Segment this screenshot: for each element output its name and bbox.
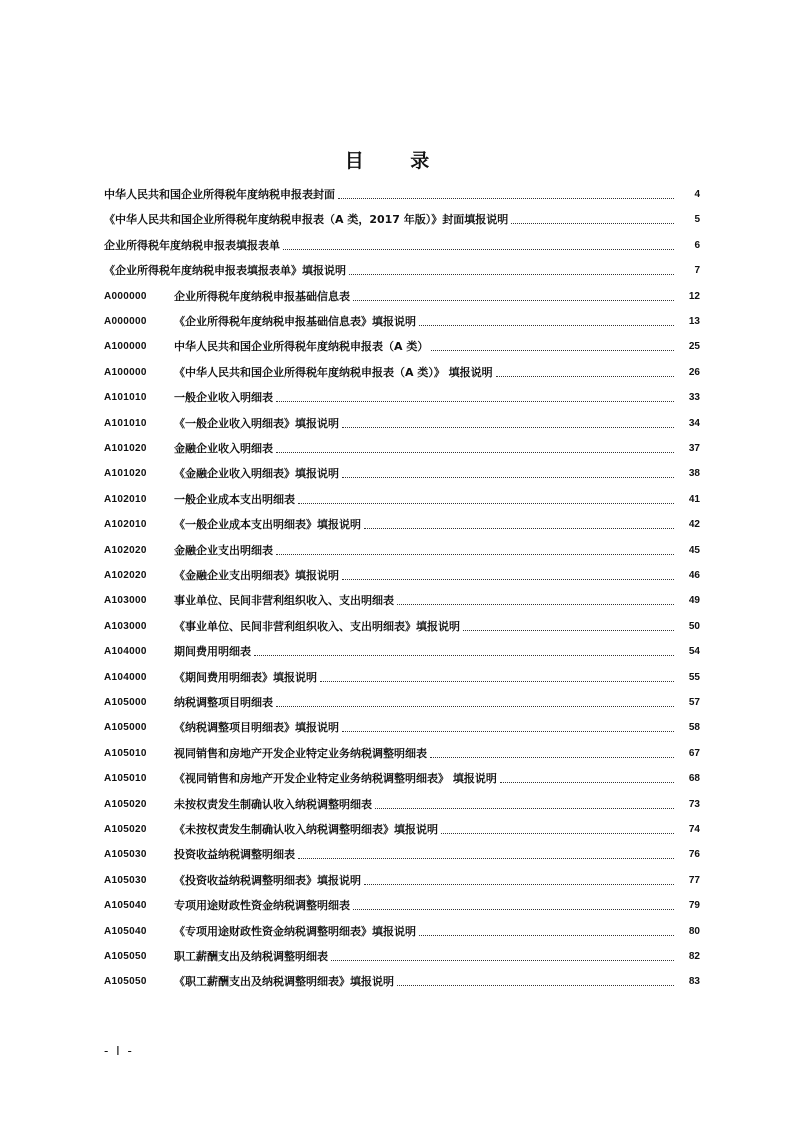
toc-dot-leader (349, 274, 674, 275)
toc-entry[interactable] (104, 665, 700, 685)
toc-dot-leader (364, 528, 674, 529)
toc-entry[interactable] (104, 588, 700, 608)
toc-dot-leader (431, 350, 674, 351)
toc-dot-leader (397, 604, 674, 605)
toc-entry-page-number: 74 (688, 824, 700, 835)
toc-entry-page-number: 76 (688, 849, 700, 860)
toc-dot-leader (430, 757, 674, 758)
toc-entry[interactable] (104, 944, 700, 964)
toc-entry[interactable] (104, 563, 700, 583)
toc-entry-title: 《职工薪酬支出及纳税调整明细表》填报说明 (174, 975, 394, 988)
toc-entry-title: 职工薪酬支出及纳税调整明细表 (174, 950, 328, 963)
toc-entry-title: 视同销售和房地产开发企业特定业务纳税调整明细表 (174, 747, 427, 760)
toc-dot-leader (511, 223, 674, 224)
toc-entry-title: 事业单位、民间非营利组织收入、支出明细表 (174, 594, 394, 607)
toc-entry-code: A101010 (104, 418, 147, 429)
toc-entry[interactable] (104, 766, 700, 786)
toc-dot-leader (364, 884, 674, 885)
toc-entry-title: 投资收益纳税调整明细表 (174, 848, 295, 861)
toc-entry[interactable] (104, 512, 700, 532)
toc-entry-title: 中华人民共和国企业所得税年度纳税申报表封面 (104, 188, 335, 201)
toc-entry-title: 《视同销售和房地产开发企业特定业务纳税调整明细表》 填报说明 (174, 772, 497, 785)
toc-dot-leader (419, 325, 674, 326)
toc-entry-page-number: 77 (688, 875, 700, 886)
toc-entry-title: 期间费用明细表 (174, 645, 251, 658)
toc-entry-page-number: 37 (688, 443, 700, 454)
toc-dot-leader (298, 858, 674, 859)
toc-entry-code: A101020 (104, 468, 147, 479)
toc-entry[interactable] (104, 792, 700, 812)
toc-entry-title: 《中华人民共和国企业所得税年度纳税申报表（A 类）》 填报说明 (174, 366, 493, 379)
toc-entry-page-number: 26 (688, 367, 700, 378)
toc-dot-leader (353, 300, 674, 301)
toc-dot-leader (496, 376, 674, 377)
toc-entry-title: 《中华人民共和国企业所得税年度纳税申报表（A 类，2017 年版）》封面填报说明 (104, 213, 509, 226)
toc-entry-title: 《纳税调整项目明细表》填报说明 (174, 721, 339, 734)
toc-entry-page-number: 6 (694, 240, 700, 251)
toc-entry[interactable] (104, 690, 700, 710)
toc-entry[interactable] (104, 969, 700, 989)
toc-entry-code: A103000 (104, 621, 147, 632)
toc-entry-title: 纳税调整项目明细表 (174, 696, 273, 709)
toc-entry[interactable] (104, 715, 700, 735)
toc-entry-title: 中华人民共和国企业所得税年度纳税申报表（A 类） (174, 340, 429, 353)
toc-entry-code: A105040 (104, 926, 147, 937)
toc-entry-code: A102010 (104, 519, 147, 530)
toc-entry-title: 《一般企业成本支出明细表》填报说明 (174, 518, 361, 531)
toc-entry-code: A105050 (104, 976, 147, 987)
toc-entry-code: A000000 (104, 291, 147, 302)
toc-entry-page-number: 33 (688, 392, 700, 403)
toc-entry-title: 《一般企业收入明细表》填报说明 (174, 417, 339, 430)
toc-dot-leader (276, 452, 674, 453)
toc-entry[interactable] (104, 817, 700, 837)
toc-entry-title: 《企业所得税年度纳税申报基础信息表》填报说明 (174, 315, 416, 328)
toc-dot-leader (375, 808, 674, 809)
toc-dot-leader (331, 960, 674, 961)
toc-entry[interactable] (104, 182, 700, 202)
toc-dot-leader (276, 706, 674, 707)
toc-entry-page-number: 41 (688, 494, 700, 505)
toc-dot-leader (276, 554, 674, 555)
toc-dot-leader (342, 579, 674, 580)
toc-entry[interactable] (104, 360, 700, 380)
toc-entry-code: A105010 (104, 773, 147, 784)
toc-dot-leader (463, 630, 674, 631)
toc-entry[interactable] (104, 842, 700, 862)
toc-entry-code: A101020 (104, 443, 147, 454)
toc-entry-page-number: 55 (688, 672, 700, 683)
toc-entry-page-number: 73 (688, 799, 700, 810)
toc-entry[interactable] (104, 284, 700, 304)
toc-entry-code: A100000 (104, 367, 147, 378)
toc-entry-title: 专项用途财政性资金纳税调整明细表 (174, 899, 350, 912)
toc-entry-title: 一般企业成本支出明细表 (174, 493, 295, 506)
toc-dot-leader (441, 833, 674, 834)
toc-dot-leader (254, 655, 674, 656)
toc-entry-title: 《金融企业收入明细表》填报说明 (174, 467, 339, 480)
toc-entry-title: 一般企业收入明细表 (174, 391, 273, 404)
toc-entry-code: A105010 (104, 748, 147, 759)
toc-entry[interactable] (104, 868, 700, 888)
toc-entry-page-number: 4 (694, 189, 700, 200)
toc-entry-code: A105040 (104, 900, 147, 911)
toc-dot-leader (338, 198, 674, 199)
toc-entry-title: 金融企业支出明细表 (174, 544, 273, 557)
toc-entry-code: A102010 (104, 494, 147, 505)
toc-dot-leader (276, 401, 674, 402)
toc-entry[interactable] (104, 258, 700, 278)
toc-entry-title: 金融企业收入明细表 (174, 442, 273, 455)
toc-entry-code: A105000 (104, 697, 147, 708)
toc-dot-leader (342, 731, 674, 732)
toc-entry[interactable] (104, 639, 700, 659)
toc-entry[interactable] (104, 614, 700, 634)
toc-dot-leader (397, 985, 674, 986)
toc-entry-title: 《企业所得税年度纳税申报表填报表单》填报说明 (104, 264, 346, 277)
toc-entry-code: A105000 (104, 722, 147, 733)
toc-entry-page-number: 46 (688, 570, 700, 581)
toc-entry[interactable] (104, 233, 700, 253)
toc-entry-code: A000000 (104, 316, 147, 327)
toc-entry-page-number: 79 (688, 900, 700, 911)
toc-entry[interactable] (104, 461, 700, 481)
toc-entry-page-number: 68 (688, 773, 700, 784)
toc-entry-code: A105050 (104, 951, 147, 962)
toc-entry-code: A101010 (104, 392, 147, 403)
toc-entry-page-number: 38 (688, 468, 700, 479)
toc-entry-page-number: 54 (688, 646, 700, 657)
toc-entry-code: A102020 (104, 570, 147, 581)
toc-entry[interactable] (104, 919, 700, 939)
toc-entry[interactable] (104, 207, 700, 227)
toc-entry-title: 企业所得税年度纳税申报表填报表单 (104, 239, 280, 252)
toc-entry-page-number: 67 (688, 748, 700, 759)
toc-entry-code: A105030 (104, 849, 147, 860)
toc-entry-code: A104000 (104, 672, 147, 683)
toc-entry-title: 《事业单位、民间非营利组织收入、支出明细表》填报说明 (174, 620, 460, 633)
toc-entry-page-number: 12 (688, 291, 700, 302)
toc-entry-code: A102020 (104, 545, 147, 556)
toc-entry[interactable] (104, 893, 700, 913)
toc-entry-title: 《期间费用明细表》填报说明 (174, 671, 317, 684)
toc-entry-code: A103000 (104, 595, 147, 606)
toc-entry-page-number: 83 (688, 976, 700, 987)
toc-entry-page-number: 82 (688, 951, 700, 962)
toc-entry-page-number: 58 (688, 722, 700, 733)
toc-entry-page-number: 80 (688, 926, 700, 937)
toc-dot-leader (419, 935, 674, 936)
toc-entry[interactable] (104, 411, 700, 431)
toc-entry-code: A100000 (104, 341, 147, 352)
toc-entry-page-number: 25 (688, 341, 700, 352)
toc-entry[interactable] (104, 334, 700, 354)
toc-entry-page-number: 57 (688, 697, 700, 708)
page-title: 目 录 (344, 150, 450, 172)
toc-dot-leader (500, 782, 674, 783)
toc-dot-leader (342, 477, 674, 478)
toc-entry-page-number: 49 (688, 595, 700, 606)
toc-entry-title: 《金融企业支出明细表》填报说明 (174, 569, 339, 582)
toc-entry-page-number: 34 (688, 418, 700, 429)
toc-entry[interactable] (104, 487, 700, 507)
toc-entry-page-number: 7 (694, 265, 700, 276)
toc-entry[interactable] (104, 385, 700, 405)
toc-entry-code: A105020 (104, 824, 147, 835)
toc-entry-title: 未按权责发生制确认收入纳税调整明细表 (174, 798, 372, 811)
toc-entry[interactable] (104, 309, 700, 329)
toc-entry-page-number: 45 (688, 545, 700, 556)
toc-dot-leader (298, 503, 674, 504)
toc-entry-title: 《未按权责发生制确认收入纳税调整明细表》填报说明 (174, 823, 438, 836)
toc-dot-leader (320, 681, 674, 682)
toc-dot-leader (353, 909, 674, 910)
toc-entry-title: 《专项用途财政性资金纳税调整明细表》填报说明 (174, 925, 416, 938)
toc-entry[interactable] (104, 436, 700, 456)
toc-entry-page-number: 42 (688, 519, 700, 530)
toc-entry-page-number: 50 (688, 621, 700, 632)
toc-entry-page-number: 13 (688, 316, 700, 327)
toc-entry-page-number: 5 (694, 214, 700, 225)
toc-dot-leader (283, 249, 674, 250)
toc-dot-leader (342, 427, 674, 428)
toc-entry-title: 企业所得税年度纳税申报基础信息表 (174, 290, 350, 303)
toc-entry-title: 《投资收益纳税调整明细表》填报说明 (174, 874, 361, 887)
page-number-footer: - I - (104, 1044, 134, 1058)
toc-entry-code: A105020 (104, 799, 147, 810)
toc-entry-code: A104000 (104, 646, 147, 657)
toc-entry-code: A105030 (104, 875, 147, 886)
toc-entry[interactable] (104, 741, 700, 761)
toc-entry[interactable] (104, 538, 700, 558)
